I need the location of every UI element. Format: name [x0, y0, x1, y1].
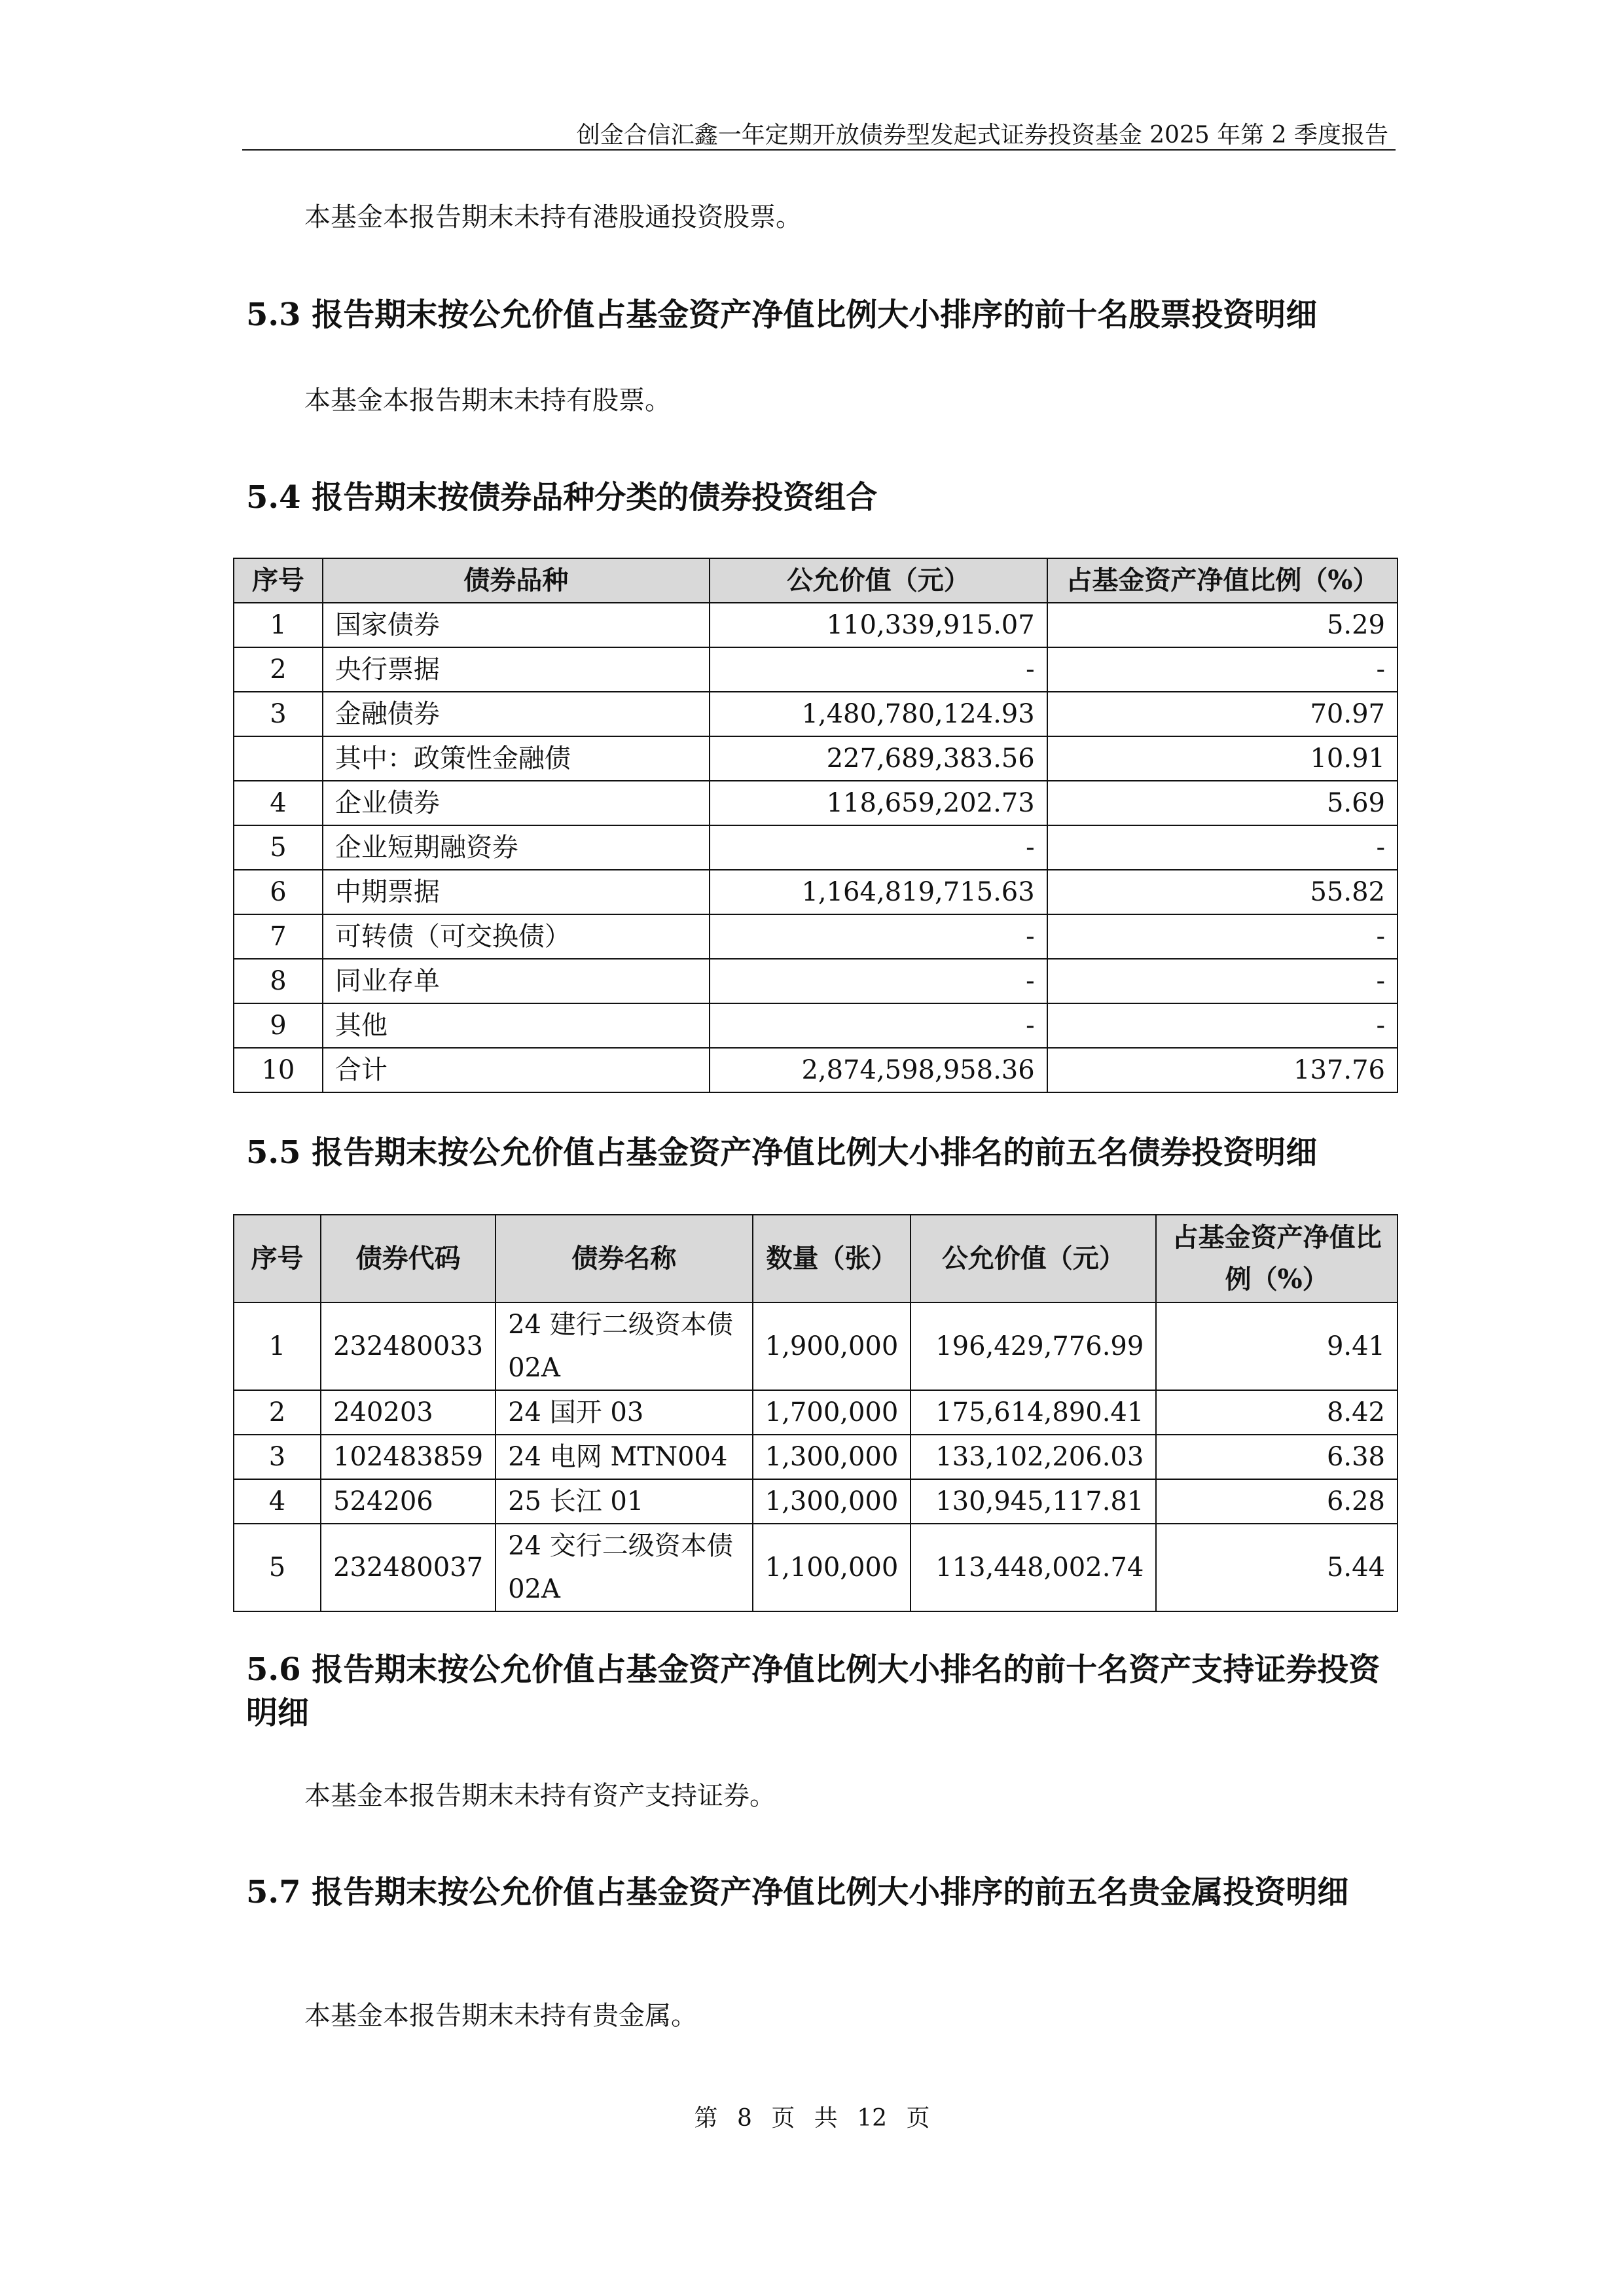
cell: 其中：政策性金融债: [323, 736, 710, 781]
cell: -: [710, 647, 1047, 692]
bond-portfolio-table: [233, 558, 1398, 1093]
cell: 70.97: [1047, 692, 1398, 736]
page-number: 第 8 页 共 12 页: [694, 2105, 930, 2132]
col-header: 债券名称: [496, 1215, 753, 1302]
table-header-row: [234, 1215, 1398, 1302]
cell: 2: [234, 1390, 321, 1435]
cell: 5: [234, 825, 323, 870]
section-5-7-title: 5.7 报告期末按公允价值占基金资产净值比例大小排序的前五名贵金属投资明细: [246, 1874, 1349, 1910]
cell: 55.82: [1047, 870, 1398, 914]
section-5-3-text: 本基金本报告期末未持有股票。: [304, 386, 671, 416]
section-5-3-title: 5.3 报告期末按公允价值占基金资产净值比例大小排序的前十名股票投资明细: [246, 296, 1318, 333]
section-5-5-title: 5.5 报告期末按公允价值占基金资产净值比例大小排名的前五名债券投资明细: [246, 1134, 1318, 1171]
cell: -: [710, 959, 1047, 1003]
table-row: [234, 1524, 1398, 1611]
cell: 240203: [321, 1390, 496, 1435]
cell: 7: [234, 914, 323, 959]
cell: 1,164,819,715.63: [710, 870, 1047, 914]
cell: 1,480,780,124.93: [710, 692, 1047, 736]
section-5-7-text: 本基金本报告期末未持有贵金属。: [304, 2001, 697, 2031]
cell: 6: [234, 870, 323, 914]
cell: 8.42: [1156, 1390, 1398, 1435]
top-bonds-table: [233, 1214, 1398, 1612]
table-row: [234, 603, 1398, 647]
cell: -: [710, 914, 1047, 959]
cell: 央行票据: [323, 647, 710, 692]
cell: 133,102,206.03: [911, 1435, 1156, 1479]
col-header: 序号: [234, 558, 323, 603]
section-5-6-text: 本基金本报告期末未持有资产支持证券。: [304, 1781, 776, 1811]
cell: 6.28: [1156, 1479, 1398, 1524]
cell: 8: [234, 959, 323, 1003]
cell: 5.29: [1047, 603, 1398, 647]
cell: 232480037: [321, 1524, 496, 1611]
cell: 6.38: [1156, 1435, 1398, 1479]
table-row: [234, 1302, 1398, 1390]
cell: 企业短期融资券: [323, 825, 710, 870]
cell: 1: [234, 603, 323, 647]
cell: 5.69: [1047, 781, 1398, 825]
cell: 5: [234, 1524, 321, 1611]
cell: 可转债（可交换债）: [323, 914, 710, 959]
cell: 金融债券: [323, 692, 710, 736]
cell: -: [710, 825, 1047, 870]
cell: 227,689,383.56: [710, 736, 1047, 781]
cell: 4: [234, 781, 323, 825]
col-header: 公允价值（元）: [911, 1215, 1156, 1302]
table-row: [234, 647, 1398, 692]
cell: 3: [234, 692, 323, 736]
cell: 24 电网 MTN004: [496, 1435, 753, 1479]
cell: 524206: [321, 1479, 496, 1524]
col-header: 占基金资产净值比例（%）: [1047, 558, 1398, 603]
table-row: [234, 1435, 1398, 1479]
col-header: 债券代码: [321, 1215, 496, 1302]
cell: 1,100,000: [753, 1524, 911, 1611]
cell: 130,945,117.81: [911, 1479, 1156, 1524]
cell: [234, 736, 323, 781]
cell: 196,429,776.99: [911, 1302, 1156, 1390]
table-row: [234, 781, 1398, 825]
cell: 2,874,598,958.36: [710, 1048, 1047, 1092]
cell: 2: [234, 647, 323, 692]
cell: 137.76: [1047, 1048, 1398, 1092]
table-header-row: [234, 558, 1398, 603]
cell: 10.91: [1047, 736, 1398, 781]
cell: -: [1047, 647, 1398, 692]
cell: 110,339,915.07: [710, 603, 1047, 647]
col-header: 占基金资产净值比例（%）: [1156, 1215, 1398, 1302]
cell: 24 建行二级资本债 02A: [496, 1302, 753, 1390]
cell: 25 长江 01: [496, 1479, 753, 1524]
cell: 1,900,000: [753, 1302, 911, 1390]
cell: 1,300,000: [753, 1435, 911, 1479]
cell: 1: [234, 1302, 321, 1390]
cell: 10: [234, 1048, 323, 1092]
cell: 企业债券: [323, 781, 710, 825]
table-row: [234, 692, 1398, 736]
cell: 175,614,890.41: [911, 1390, 1156, 1435]
section-5-6-title: 5.6 报告期末按公允价值占基金资产净值比例大小排名的前十名资产支持证券投资明细: [246, 1651, 1380, 1731]
col-header: 序号: [234, 1215, 321, 1302]
section-5-4-title: 5.4 报告期末按债券品种分类的债券投资组合: [246, 479, 878, 516]
cell: 24 交行二级资本债 02A: [496, 1524, 753, 1611]
cell: 9.41: [1156, 1302, 1398, 1390]
cell: 其他: [323, 1003, 710, 1048]
table-row: [234, 736, 1398, 781]
cell: 5.44: [1156, 1524, 1398, 1611]
cell: 102483859: [321, 1435, 496, 1479]
table-row: [234, 825, 1398, 870]
table-row: [234, 914, 1398, 959]
cell: 24 国开 03: [496, 1390, 753, 1435]
cell: -: [1047, 825, 1398, 870]
cell: 国家债券: [323, 603, 710, 647]
cell: -: [1047, 959, 1398, 1003]
col-header: 数量（张）: [753, 1215, 911, 1302]
cell: -: [710, 1003, 1047, 1048]
cell: 4: [234, 1479, 321, 1524]
cell: 9: [234, 1003, 323, 1048]
hk-stock-note: 本基金本报告期末未持有港股通投资股票。: [304, 202, 802, 232]
cell: -: [1047, 914, 1398, 959]
cell: 3: [234, 1435, 321, 1479]
table-row: [234, 959, 1398, 1003]
cell: 同业存单: [323, 959, 710, 1003]
table-row: [234, 1479, 1398, 1524]
cell: 118,659,202.73: [710, 781, 1047, 825]
header-rule: [242, 149, 1396, 151]
cell: 232480033: [321, 1302, 496, 1390]
header-title: 创金合信汇鑫一年定期开放债券型发起式证券投资基金 2025 年第 2 季度报告: [576, 122, 1388, 149]
cell: 1,300,000: [753, 1479, 911, 1524]
col-header: 债券品种: [323, 558, 710, 603]
table-row: [234, 1048, 1398, 1092]
table-row: [234, 1390, 1398, 1435]
table-row: [234, 870, 1398, 914]
table-row: [234, 1003, 1398, 1048]
col-header: 公允价值（元）: [710, 558, 1047, 603]
cell: 113,448,002.74: [911, 1524, 1156, 1611]
cell: 中期票据: [323, 870, 710, 914]
cell: 1,700,000: [753, 1390, 911, 1435]
cell: 合计: [323, 1048, 710, 1092]
cell: -: [1047, 1003, 1398, 1048]
